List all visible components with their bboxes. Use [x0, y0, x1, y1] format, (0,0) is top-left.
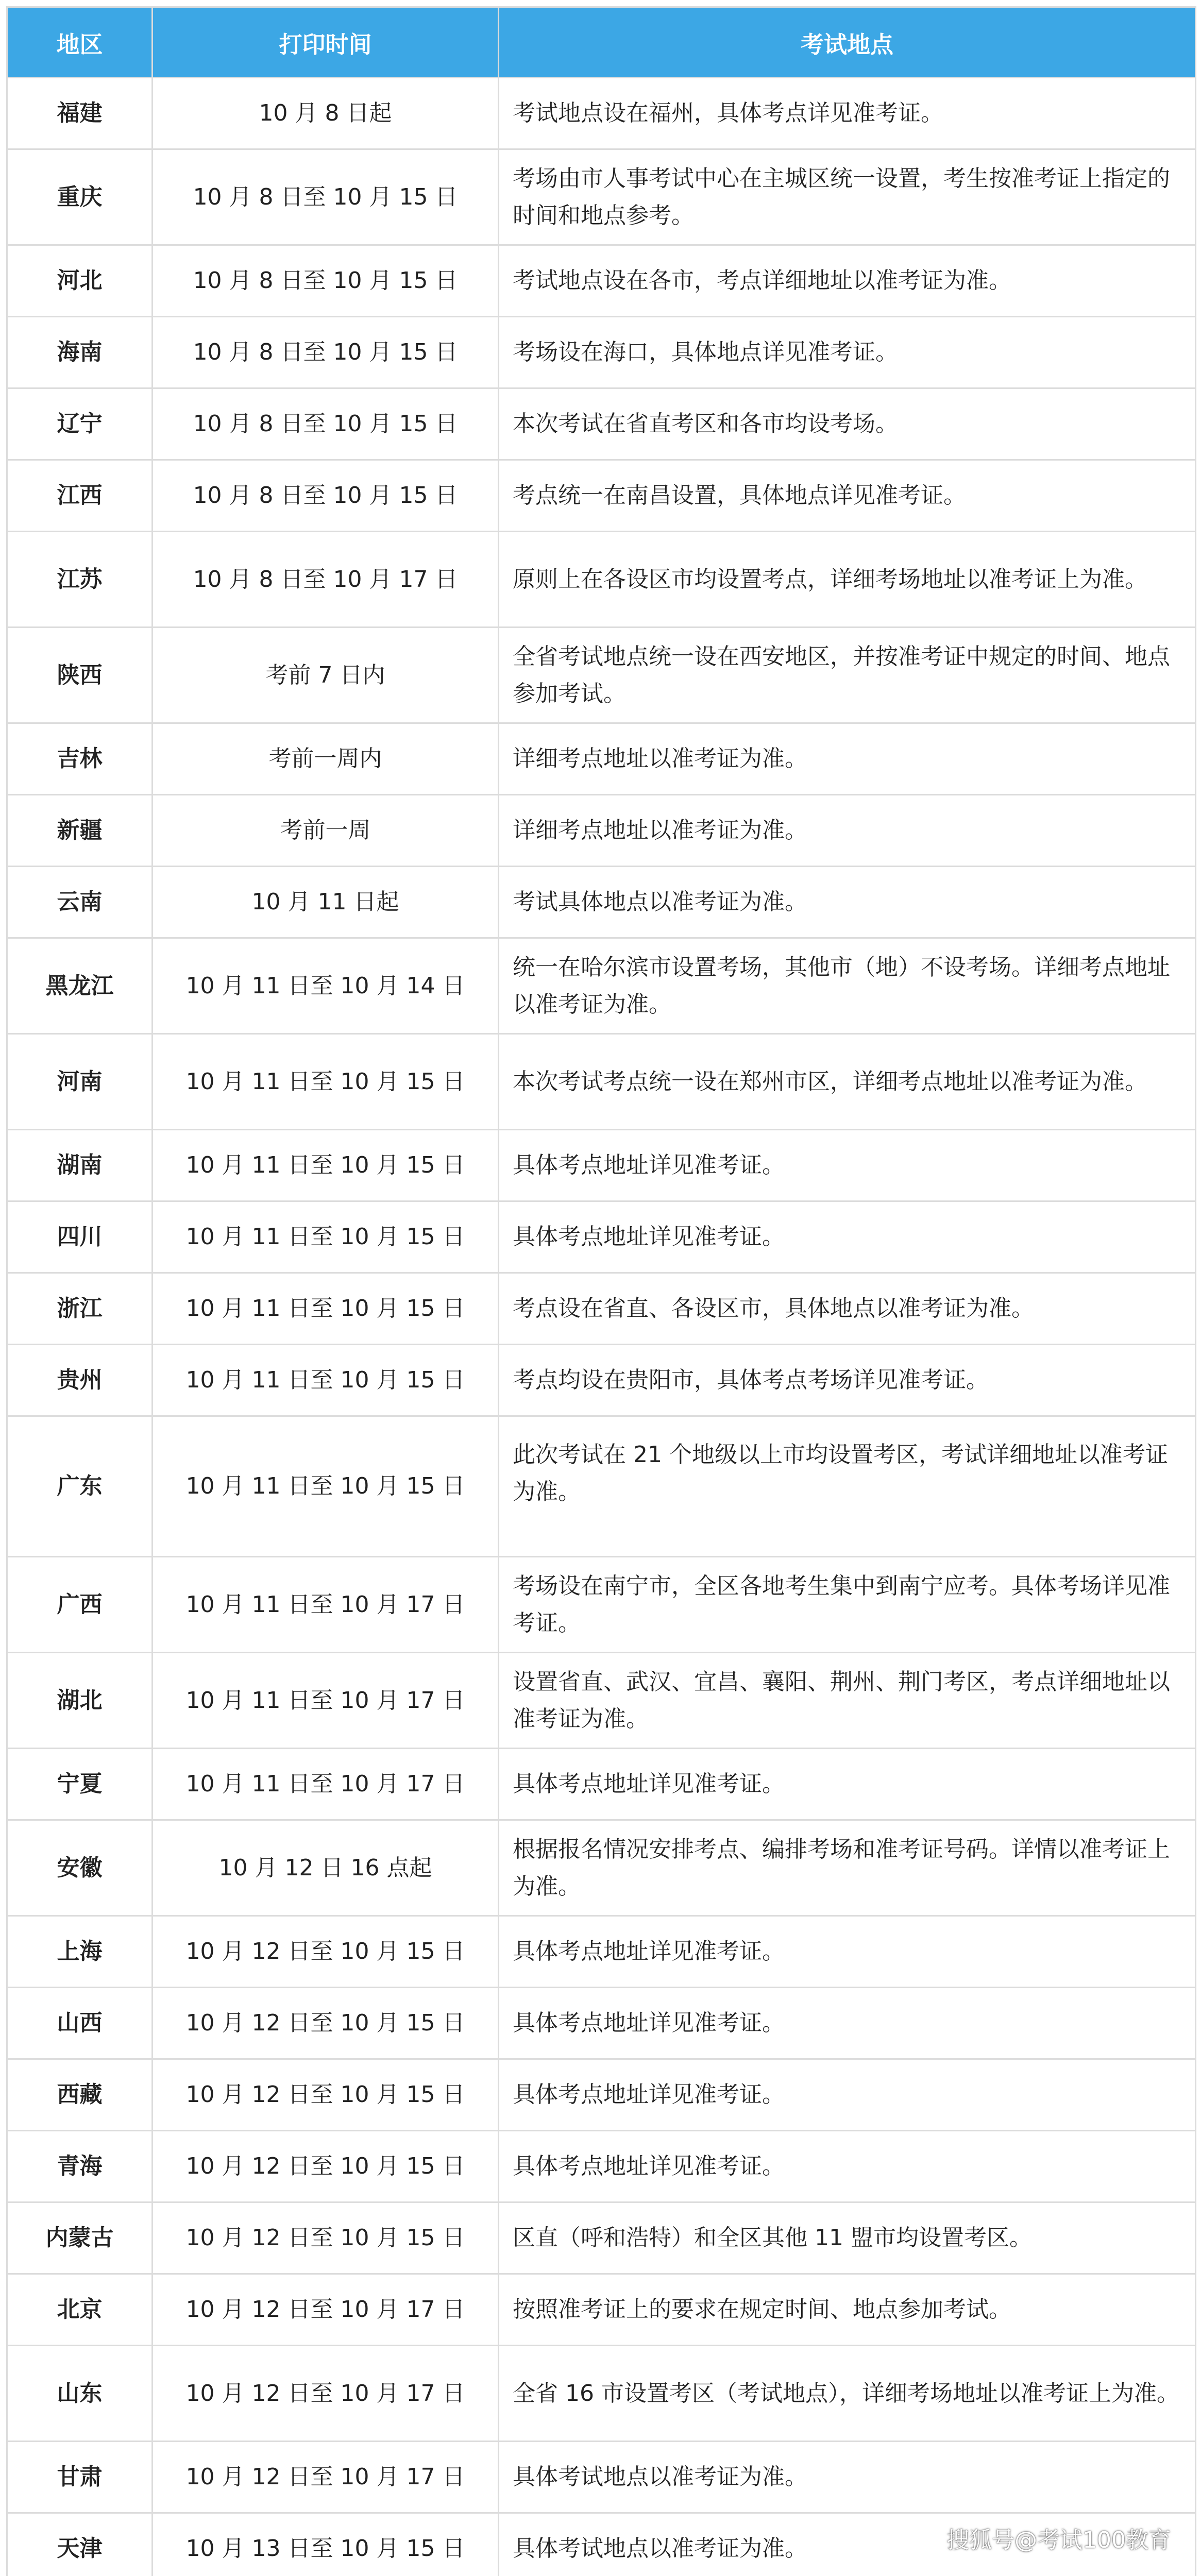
- table-row: [7, 628, 1196, 723]
- table-row: [7, 795, 1196, 867]
- print-time-cell: 10 月 12 日至 10 月 15 日: [153, 2202, 499, 2274]
- print-time-cell: 10 月 8 日至 10 月 15 日: [153, 149, 499, 245]
- region-cell: 辽宁: [7, 388, 153, 460]
- region-cell: 福建: [7, 78, 153, 149]
- region-cell: 天津: [7, 2513, 153, 2576]
- exam-location-cell: 考点均设在贵阳市，具体考点考场详见准考证。: [499, 1345, 1196, 1416]
- region-cell: 贵州: [7, 1345, 153, 1416]
- print-time-cell: 10 月 11 日至 10 月 15 日: [153, 1201, 499, 1273]
- table-row: [7, 1916, 1196, 1988]
- print-time-cell: 10 月 11 日至 10 月 15 日: [153, 1273, 499, 1345]
- region-cell: 广东: [7, 1416, 153, 1557]
- exam-location-cell: 具体考点地址详见准考证。: [499, 1201, 1196, 1273]
- print-time-cell: 10 月 11 日至 10 月 15 日: [153, 1416, 499, 1557]
- region-cell: 河南: [7, 1034, 153, 1130]
- table-row: [7, 1988, 1196, 2059]
- print-time-cell: 10 月 11 日至 10 月 15 日: [153, 1130, 499, 1201]
- table-row: [7, 1345, 1196, 1416]
- table-row: [7, 938, 1196, 1034]
- print-time-cell: 10 月 11 日起: [153, 867, 499, 938]
- print-time-cell: 考前一周内: [153, 723, 499, 795]
- table-row: [7, 460, 1196, 532]
- exam-location-cell: 全省考试地点统一设在西安地区，并按准考证中规定的时间、地点参加考试。: [499, 628, 1196, 723]
- table-row: [7, 245, 1196, 317]
- region-cell: 上海: [7, 1916, 153, 1988]
- exam-location-cell: 考试具体地点以准考证为准。: [499, 867, 1196, 938]
- region-cell: 西藏: [7, 2059, 153, 2131]
- exam-location-cell: 原则上在各设区市均设置考点，详细考场地址以准考证上为准。: [499, 532, 1196, 628]
- print-time-cell: 考前一周: [153, 795, 499, 867]
- exam-location-cell: 考场设在南宁市，全区各地考生集中到南宁应考。具体考场详见准考证。: [499, 1557, 1196, 1653]
- exam-location-cell: 具体考点地址详见准考证。: [499, 2131, 1196, 2202]
- print-time-cell: 10 月 12 日至 10 月 15 日: [153, 2131, 499, 2202]
- exam-location-cell: 具体考点地址详见准考证。: [499, 1130, 1196, 1201]
- region-cell: 浙江: [7, 1273, 153, 1345]
- print-time-cell: 10 月 8 日至 10 月 15 日: [153, 245, 499, 317]
- table-header: [7, 7, 1196, 78]
- header-region: 地区: [7, 7, 153, 78]
- region-cell: 青海: [7, 2131, 153, 2202]
- region-cell: 安徽: [7, 1820, 153, 1916]
- region-cell: 内蒙古: [7, 2202, 153, 2274]
- region-cell: 江苏: [7, 532, 153, 628]
- region-cell: 重庆: [7, 149, 153, 245]
- exam-location-cell: 本次考试考点统一设在郑州市区，详细考点地址以准考证为准。: [499, 1034, 1196, 1130]
- region-cell: 甘肃: [7, 2442, 153, 2513]
- print-time-cell: 10 月 12 日至 10 月 17 日: [153, 2442, 499, 2513]
- table-row: [7, 78, 1196, 149]
- header-exam-location: 考试地点: [499, 7, 1196, 78]
- exam-location-cell: 具体考试地点以准考证为准。: [499, 2513, 1196, 2576]
- table-row: [7, 1749, 1196, 1820]
- exam-location-cell: 具体考点地址详见准考证。: [499, 1988, 1196, 2059]
- exam-location-cell: 区直（呼和浩特）和全区其他 11 盟市均设置考区。: [499, 2202, 1196, 2274]
- table-body: [7, 78, 1196, 2576]
- exam-location-cell: 具体考点地址详见准考证。: [499, 1749, 1196, 1820]
- table-row: [7, 867, 1196, 938]
- table-row: [7, 2202, 1196, 2274]
- table-row: [7, 1201, 1196, 1273]
- table-row: [7, 1273, 1196, 1345]
- region-cell: 广西: [7, 1557, 153, 1653]
- exam-info-table: [6, 6, 1196, 2576]
- exam-location-cell: 详细考点地址以准考证为准。: [499, 795, 1196, 867]
- table-row: [7, 532, 1196, 628]
- print-time-cell: 10 月 11 日至 10 月 14 日: [153, 938, 499, 1034]
- print-time-cell: 10 月 12 日至 10 月 17 日: [153, 2346, 499, 2442]
- header-print-time: 打印时间: [153, 7, 499, 78]
- region-cell: 新疆: [7, 795, 153, 867]
- exam-location-cell: 具体考试地点以准考证为准。: [499, 2442, 1196, 2513]
- exam-location-cell: 统一在哈尔滨市设置考场，其他市（地）不设考场。详细考点地址以准考证为准。: [499, 938, 1196, 1034]
- print-time-cell: 10 月 12 日至 10 月 15 日: [153, 1916, 499, 1988]
- exam-location-cell: 具体考点地址详见准考证。: [499, 2059, 1196, 2131]
- table-row: [7, 317, 1196, 388]
- table-row: [7, 2346, 1196, 2442]
- table-row: [7, 1034, 1196, 1130]
- header-row: [7, 7, 1196, 78]
- table-row: [7, 2059, 1196, 2131]
- region-cell: 海南: [7, 317, 153, 388]
- region-cell: 宁夏: [7, 1749, 153, 1820]
- print-time-cell: 10 月 12 日 16 点起: [153, 1820, 499, 1916]
- print-time-cell: 10 月 11 日至 10 月 17 日: [153, 1749, 499, 1820]
- table-row: [7, 388, 1196, 460]
- region-cell: 山东: [7, 2346, 153, 2442]
- table-row: [7, 1653, 1196, 1749]
- region-cell: 山西: [7, 1988, 153, 2059]
- table-row: [7, 1130, 1196, 1201]
- table-row: [7, 723, 1196, 795]
- print-time-cell: 10 月 11 日至 10 月 15 日: [153, 1345, 499, 1416]
- exam-location-cell: 全省 16 市设置考区（考试地点），详细考场地址以准考证上为准。: [499, 2346, 1196, 2442]
- table-row: [7, 149, 1196, 245]
- exam-location-cell: 按照准考证上的要求在规定时间、地点参加考试。: [499, 2274, 1196, 2346]
- print-time-cell: 10 月 13 日至 10 月 15 日: [153, 2513, 499, 2576]
- print-time-cell: 10 月 8 日至 10 月 15 日: [153, 460, 499, 532]
- region-cell: 湖北: [7, 1653, 153, 1749]
- exam-location-cell: 此次考试在 21 个地级以上市均设置考区，考试详细地址以准考证为准。: [499, 1416, 1196, 1557]
- exam-location-cell: 考试地点设在福州，具体考点详见准考证。: [499, 78, 1196, 149]
- exam-location-cell: 考点设在省直、各设区市，具体地点以准考证为准。: [499, 1273, 1196, 1345]
- watermark-text: 搜狐号@考试100教育: [946, 2521, 1171, 2554]
- exam-location-cell: 考场设在海口，具体地点详见准考证。: [499, 317, 1196, 388]
- region-cell: 江西: [7, 460, 153, 532]
- table-row: [7, 1557, 1196, 1653]
- print-time-cell: 10 月 12 日至 10 月 15 日: [153, 1988, 499, 2059]
- table-row: [7, 1820, 1196, 1916]
- exam-location-cell: 考点统一在南昌设置，具体地点详见准考证。: [499, 460, 1196, 532]
- print-time-cell: 考前 7 日内: [153, 628, 499, 723]
- exam-location-cell: 详细考点地址以准考证为准。: [499, 723, 1196, 795]
- print-time-cell: 10 月 8 日至 10 月 17 日: [153, 532, 499, 628]
- print-time-cell: 10 月 11 日至 10 月 17 日: [153, 1557, 499, 1653]
- region-cell: 云南: [7, 867, 153, 938]
- exam-location-cell: 根据报名情况安排考点、编排考场和准考证号码。详情以准考证上为准。: [499, 1820, 1196, 1916]
- table-row: [7, 1416, 1196, 1557]
- print-time-cell: 10 月 12 日至 10 月 17 日: [153, 2274, 499, 2346]
- print-time-cell: 10 月 12 日至 10 月 15 日: [153, 2059, 499, 2131]
- exam-location-cell: 考场由市人事考试中心在主城区统一设置，考生按准考证上指定的时间和地点参考。: [499, 149, 1196, 245]
- region-cell: 河北: [7, 245, 153, 317]
- print-time-cell: 10 月 11 日至 10 月 17 日: [153, 1653, 499, 1749]
- region-cell: 湖南: [7, 1130, 153, 1201]
- table-row: [7, 2274, 1196, 2346]
- region-cell: 陕西: [7, 628, 153, 723]
- region-cell: 四川: [7, 1201, 153, 1273]
- print-time-cell: 10 月 8 日起: [153, 78, 499, 149]
- exam-location-cell: 考试地点设在各市，考点详细地址以准考证为准。: [499, 245, 1196, 317]
- region-cell: 黑龙江: [7, 938, 153, 1034]
- table-row: [7, 2131, 1196, 2202]
- print-time-cell: 10 月 11 日至 10 月 15 日: [153, 1034, 499, 1130]
- region-cell: 北京: [7, 2274, 153, 2346]
- region-cell: 吉林: [7, 723, 153, 795]
- print-time-cell: 10 月 8 日至 10 月 15 日: [153, 317, 499, 388]
- exam-location-cell: 设置省直、武汉、宜昌、襄阳、荆州、荆门考区，考点详细地址以准考证为准。: [499, 1653, 1196, 1749]
- table-row: [7, 2442, 1196, 2513]
- exam-location-cell: 具体考点地址详见准考证。: [499, 1916, 1196, 1988]
- print-time-cell: 10 月 8 日至 10 月 15 日: [153, 388, 499, 460]
- exam-location-cell: 本次考试在省直考区和各市均设考场。: [499, 388, 1196, 460]
